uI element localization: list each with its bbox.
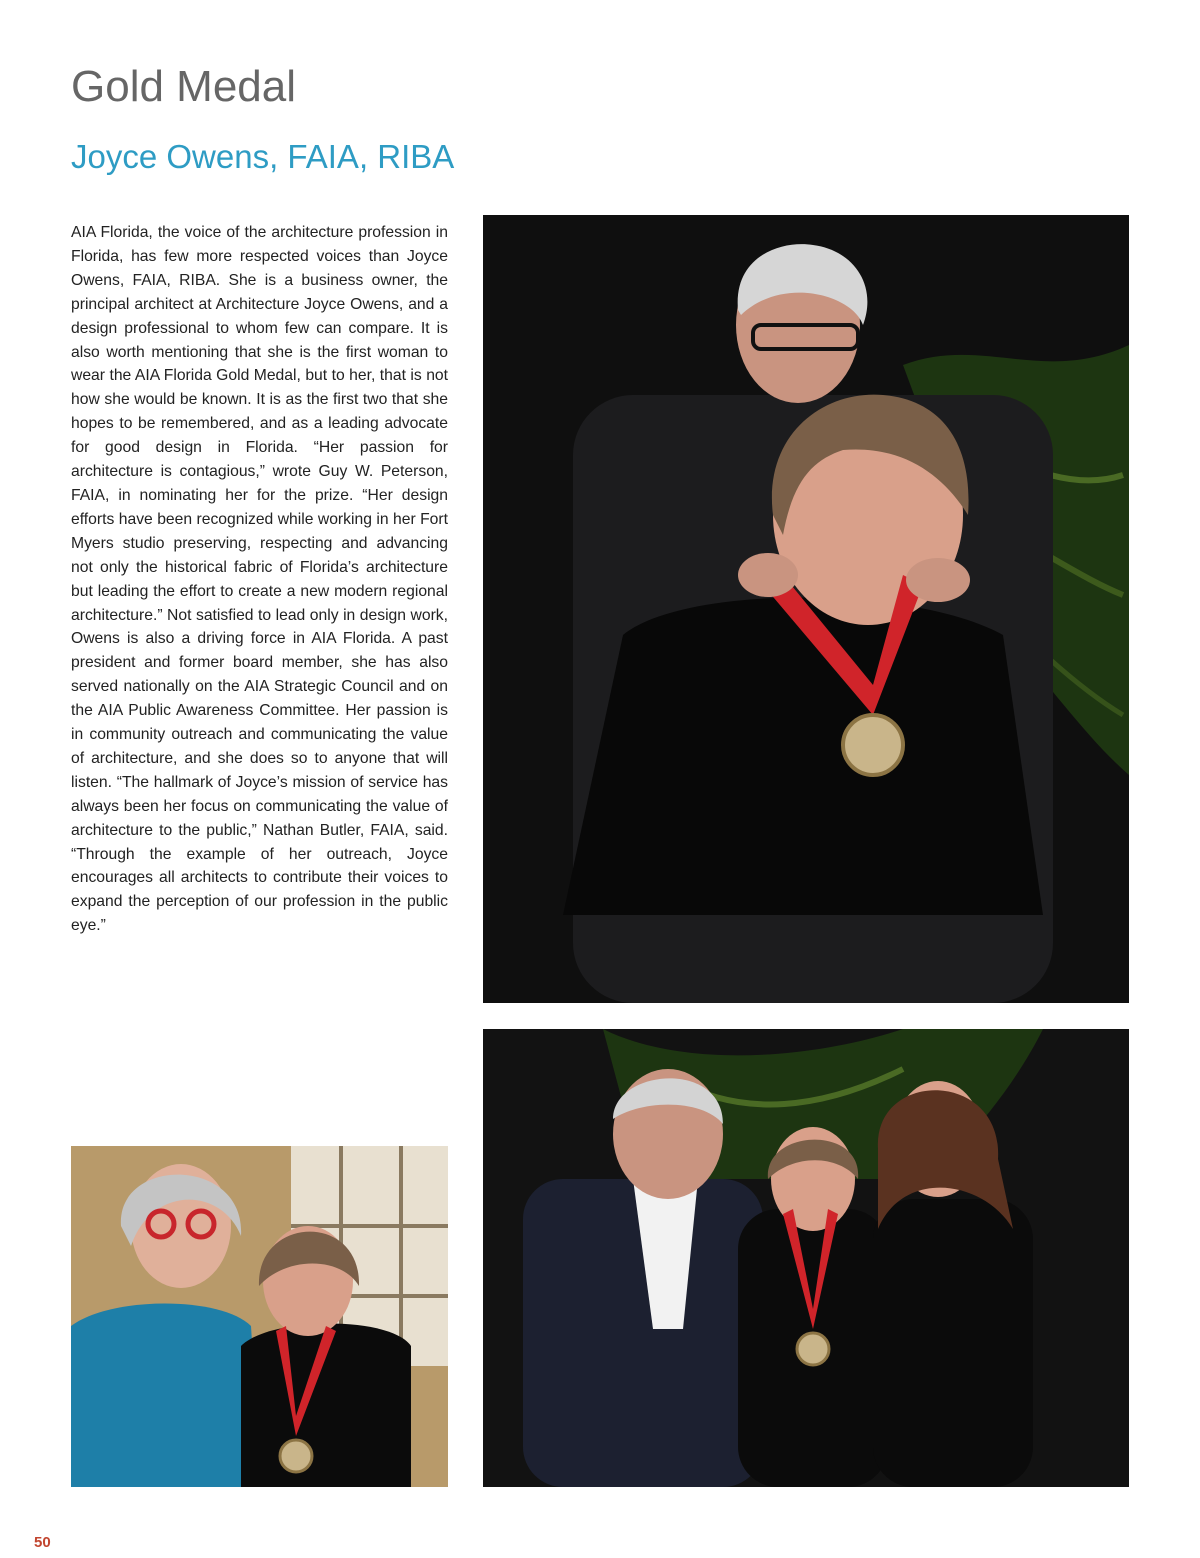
page-number: 50 — [34, 1534, 51, 1551]
pair-photo — [71, 1146, 448, 1487]
medal-ceremony-photo — [483, 215, 1129, 1003]
group-photo — [483, 1029, 1129, 1487]
page-heading: Gold Medal — [71, 62, 297, 111]
page-subheading: Joyce Owens, FAIA, RIBA — [71, 138, 455, 175]
article-body: AIA Florida, the voice of the architecture profession in Florida, has few more respected voices than Joyce Owens, FAIA, RIBA. She is a business owner, the principal architect at Architecture Joyce Owens, and a design professional to whom few can compare. It is also worth mentioning that she is the first woman to wear the AIA Florida Gold Medal, but to her, that is not how she would be known. It is as the first two that she hopes to be remembered, and as a leading advocate for good design in Florida. “Her passion for architecture is contagious,” wrote Guy W. Peterson, FAIA, in nominating her for the prize. “Her design efforts have been recognized while working in her Fort Myers studio preserving, respecting and advancing not only the historical fabric of Florida’s architecture but leading the effort to create a new modern regional architecture.” Not satisfied to lead only in design work, Owens is also a driving force in AIA Florida. A past president and former board member, she has also served nationally on the AIA Strategic Council and on the AIA Public Awareness Committee. Her passion is in community outreach and communicating the value of architecture, and she does so to anyone that will listen. “The hallmark of Joyce’s mission of service has always been her focus on communicating the value of architecture to the public,” Nathan Butler, FAIA, said. “Through the example of her outreach, Joyce encourages all architects to contribute their voices to expand the perception of our profession in the public eye.” — [71, 224, 448, 935]
